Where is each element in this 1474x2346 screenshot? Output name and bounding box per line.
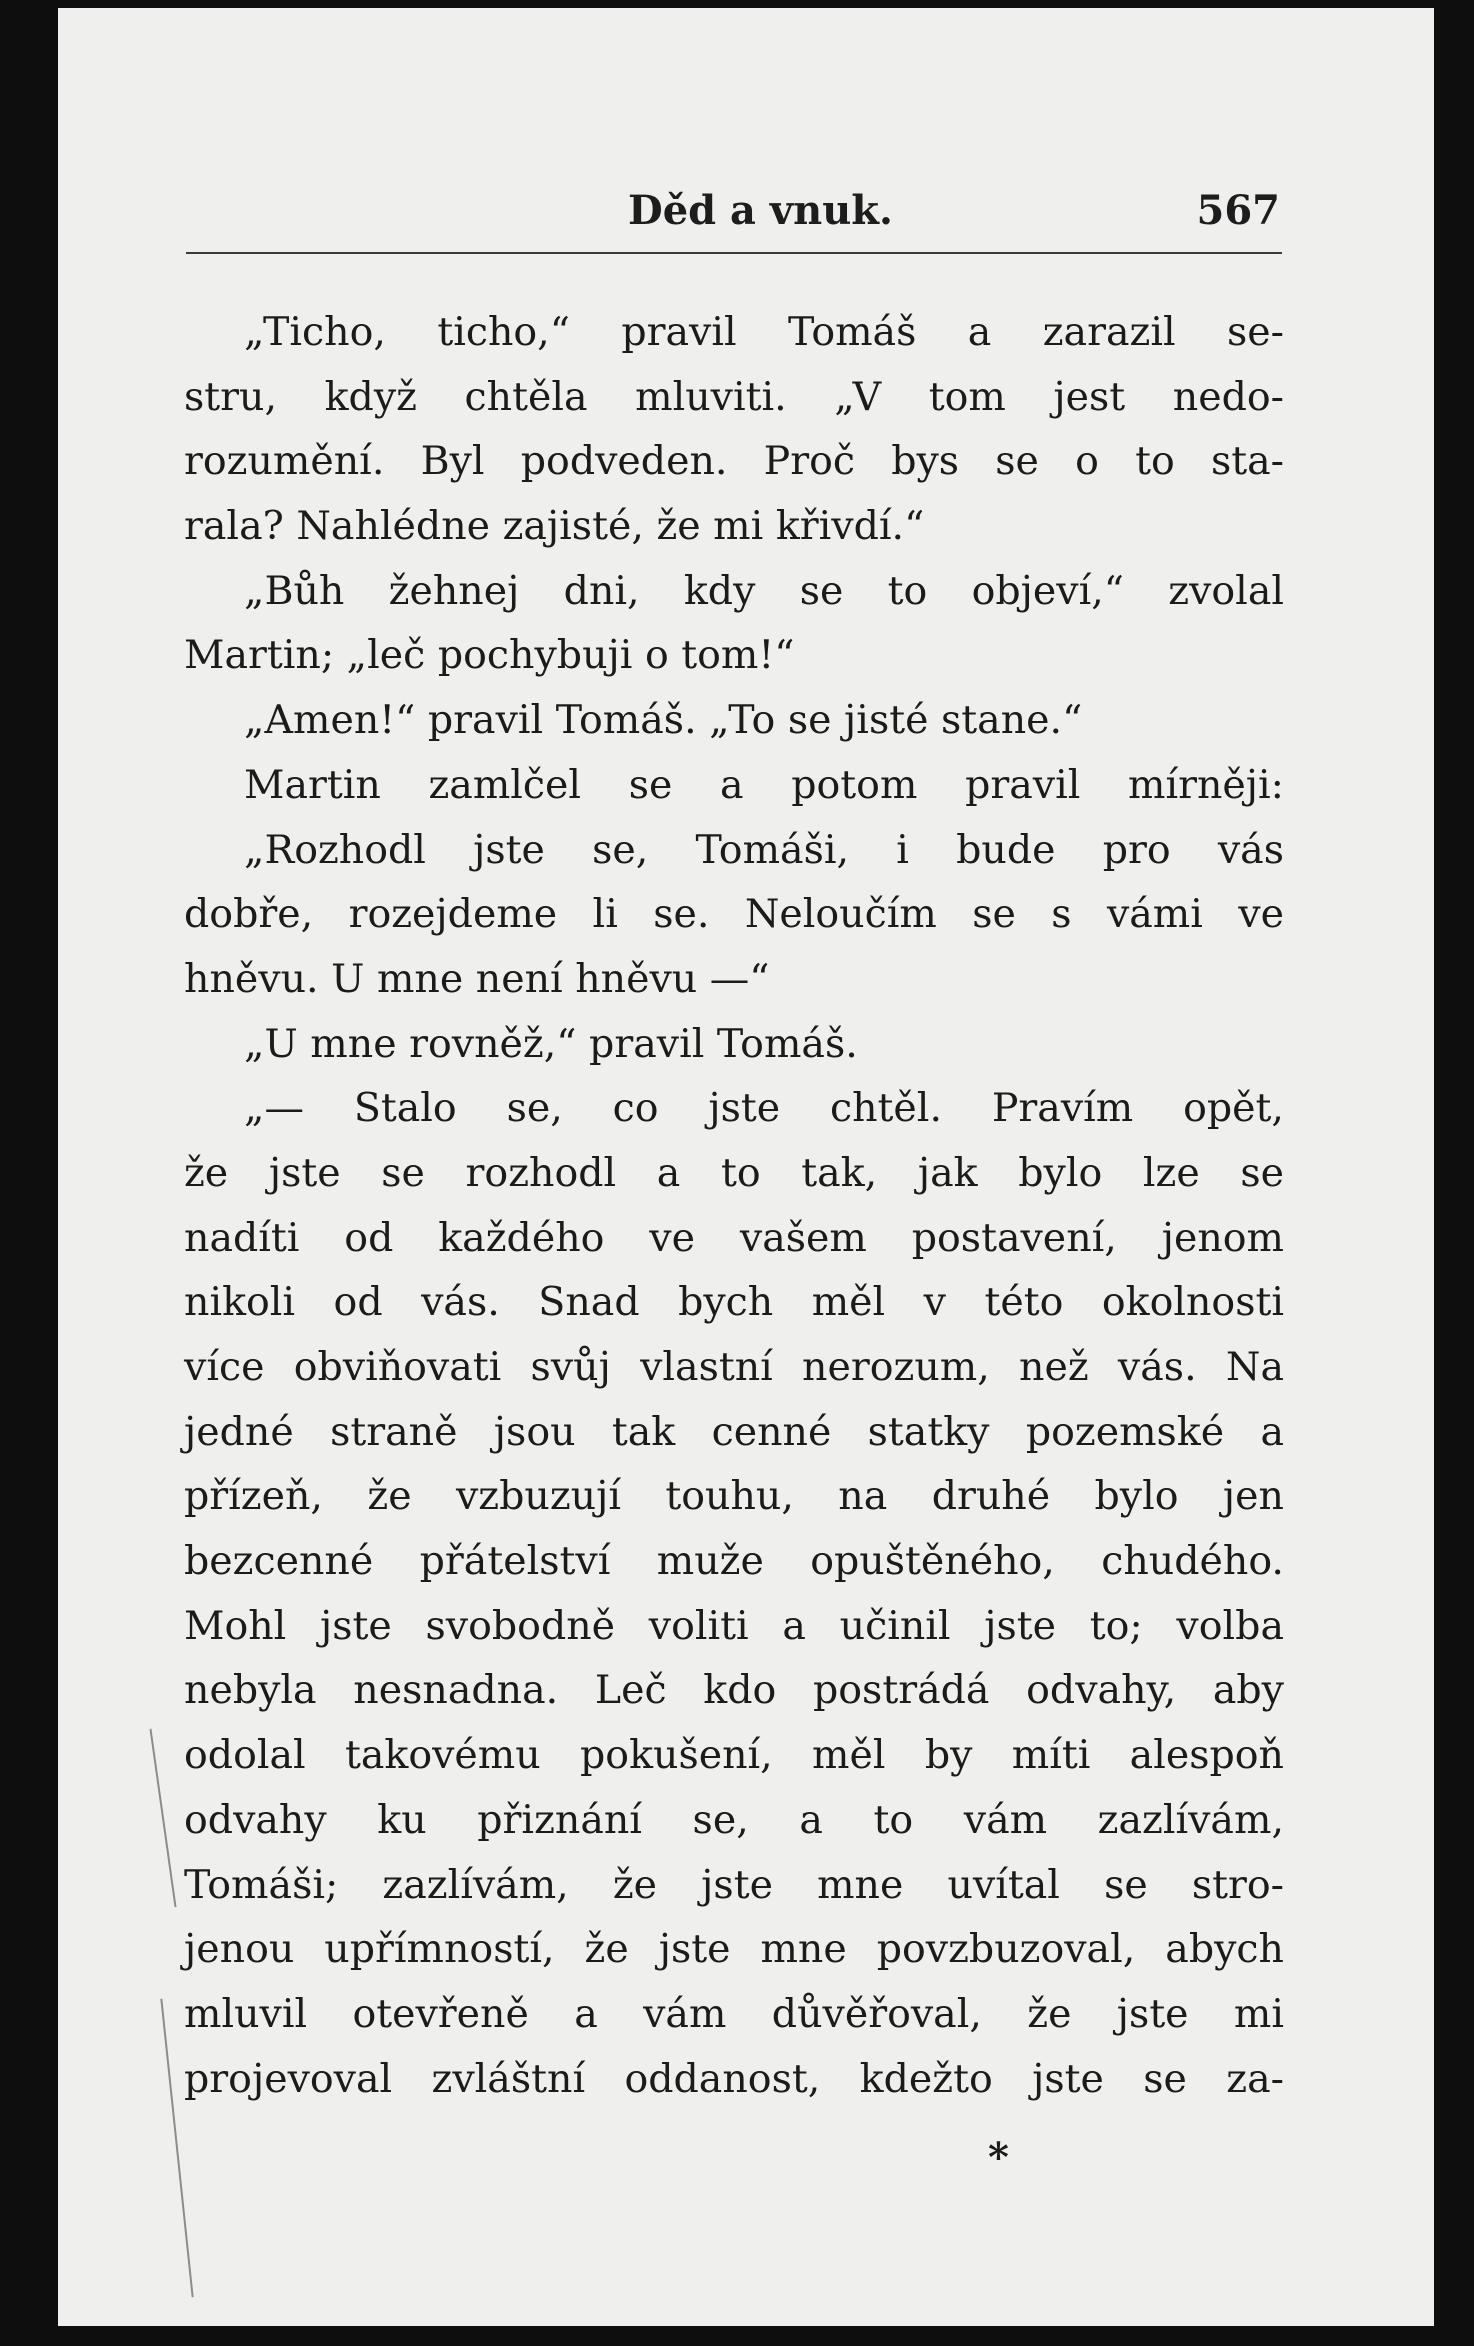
text-line: bezcenné přátelství muže opuštěného, chudého. bbox=[184, 1538, 1284, 1585]
text-line: jedné straně jsou tak cenné statky pozemské a bbox=[184, 1408, 1284, 1455]
running-title: Děd a vnuk. bbox=[628, 187, 893, 234]
text-line: mluvil otevřeně a vám důvěřoval, že jste mi bbox=[184, 1990, 1284, 2037]
body-text bbox=[184, 300, 1284, 2111]
text-line: odolal takovému pokušení, měl by míti alespoň bbox=[184, 1732, 1284, 1779]
text-line: nebyla nesnadna. Leč kdo postrádá odvahy, aby bbox=[184, 1667, 1284, 1714]
text-line: jenou upřímností, že jste mne povzbuzoval, abych bbox=[184, 1926, 1284, 1973]
text-line: Martin; „leč pochybuji o tom!“ bbox=[184, 632, 795, 679]
text-line: Mohl jste svobodně voliti a učinil jste to; volba bbox=[184, 1602, 1284, 1649]
text-line: stru, když chtěla mluviti. „V tom jest nedo- bbox=[184, 373, 1284, 420]
text-line: odvahy ku přiznání se, a to vám zazlívám, bbox=[184, 1796, 1284, 1843]
text-line: hněvu. U mne není hněvu —“ bbox=[184, 955, 770, 1002]
signature-mark: * bbox=[988, 2134, 1009, 2181]
text-line: Tomáši; zazlívám, že jste mne uvítal se stro- bbox=[184, 1861, 1284, 1908]
text-line: „Bůh žehnej dni, kdy se to objeví,“ zvolal bbox=[244, 567, 1284, 614]
text-line: více obviňovati svůj vlastní nerozum, než vás. Na bbox=[184, 1344, 1284, 1390]
text-line: „Ticho, ticho,“ pravil Tomáš a zarazil se- bbox=[244, 309, 1284, 355]
text-line: dobře, rozejdeme li se. Neloučím se s vámi ve bbox=[184, 891, 1284, 938]
header-rule bbox=[186, 252, 1282, 254]
text-line: přízeň, že vzbuzují touhu, na druhé bylo jen bbox=[184, 1473, 1284, 1520]
text-line: „U mne rovněž,“ pravil Tomáš. bbox=[244, 1020, 858, 1067]
page-header bbox=[188, 183, 1280, 241]
text-line: rozumění. Byl podveden. Proč bys se o to sta- bbox=[184, 438, 1284, 485]
text-line: že jste se rozhodl a to tak, jak bylo lze se bbox=[184, 1149, 1284, 1196]
text-line: projevoval zvláštní oddanost, kdežto jste se za- bbox=[184, 2055, 1284, 2102]
text-line: „— Stalo se, co jste chtěl. Pravím opět, bbox=[244, 1085, 1284, 1132]
text-line: nadíti od každého ve vašem postavení, jenom bbox=[184, 1214, 1284, 1261]
margin-scratch bbox=[149, 1729, 176, 1908]
text-line: „Rozhodl jste se, Tomáši, i bude pro vás bbox=[244, 826, 1284, 873]
text-line: „Amen!“ pravil Tomáš. „To se jisté stane.“ bbox=[244, 697, 1083, 744]
book-page bbox=[58, 8, 1434, 2326]
page-number: 567 bbox=[1196, 187, 1280, 234]
text-line: Martin zamlčel se a potom pravil mírněji: bbox=[244, 761, 1284, 808]
text-line: rala? Nahlédne zajisté, že mi křivdí.“ bbox=[184, 503, 925, 550]
text-line: nikoli od vás. Snad bych měl v této okolnosti bbox=[184, 1279, 1284, 1326]
